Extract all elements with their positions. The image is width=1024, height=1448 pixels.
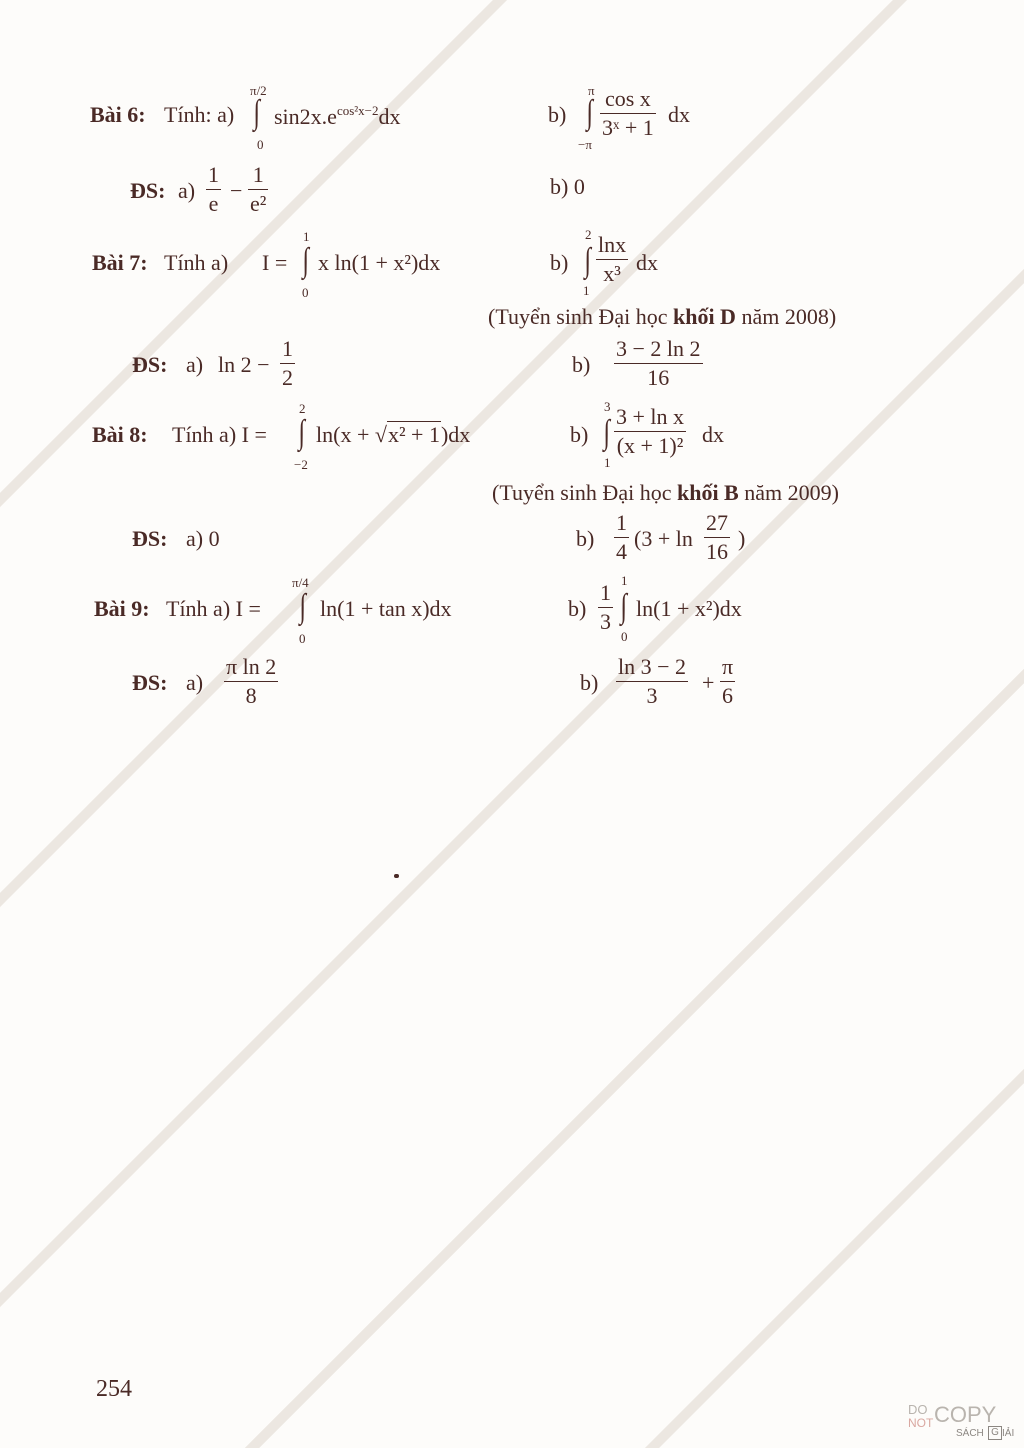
fraction: $\frac{1}{4}$ (616, 510, 627, 564)
integral-sign: ∫ (620, 588, 627, 625)
answer-label: ĐS: (132, 670, 168, 695)
integral-lower-bound: −π (578, 137, 592, 152)
page-number: 254 (96, 1376, 132, 1402)
part-a-label: a) (186, 670, 204, 695)
differential: dx (702, 422, 724, 447)
part-b-label: b) (548, 102, 567, 127)
source-note: (Tuyển sinh Đại học khối D năm 2008) (488, 304, 837, 329)
lhs: I = (262, 250, 288, 275)
fraction: $\frac{\text{3 + ln x}}{\text{(x + 1)²}}$ (616, 404, 685, 458)
close-paren: ) (738, 526, 746, 551)
exercise-6-label: Bài 6: (90, 102, 146, 127)
integral-lower-bound: 0 (257, 137, 264, 152)
part-a-label: a) (178, 178, 196, 203)
integral-sign: ∫ (299, 588, 306, 625)
fraction: $\frac{1}{\text{e²}}$ (250, 162, 267, 216)
integral-sign: ∫ (298, 414, 305, 451)
exercise-7-label: Bài 7: (92, 250, 148, 275)
integral-lower-bound: −2 (294, 457, 308, 472)
differential: dx (636, 250, 658, 275)
integrand: $\sin 2x.e^{cos^2x-2}dx$ (274, 103, 401, 129)
minus-sign: − (230, 178, 243, 203)
part-b-label: b) (550, 250, 569, 275)
integral-lower-bound: 0 (299, 631, 306, 646)
source-note: (Tuyển sinh Đại học khối B năm 2009) (492, 480, 839, 505)
fraction: $\frac{1}{3}$ (600, 580, 611, 634)
integral-upper-bound: 2 (585, 227, 592, 242)
exercise-7-instruction: Tính a) (164, 250, 229, 275)
plus-sign: + (702, 670, 715, 695)
fraction: $\frac{\text{π ln 2}}{8}$ (226, 654, 277, 708)
part-a-label: a) (186, 352, 204, 377)
logo-g: G (988, 1426, 1002, 1440)
fraction: $\frac{27}{16}$ (706, 510, 728, 564)
integral-lower-bound: 1 (604, 455, 611, 470)
answer-label: ĐS: (132, 352, 168, 377)
part-b-label: b) (580, 670, 599, 695)
answer-label: ĐS: (132, 526, 168, 551)
do-not-copy-logo (906, 1400, 1016, 1444)
integrand: ln(x + √x² + 1)dx (316, 422, 471, 447)
integral-upper-bound: π/2 (250, 83, 267, 98)
fraction: $\frac{\pi}{6}$ (722, 654, 734, 708)
integral-upper-bound: 2 (299, 401, 306, 416)
exercise-6-instruction: Tính: a) (164, 102, 235, 127)
exercise-8-instruction: Tính a) I = (172, 422, 267, 447)
integrand: ln(1 + tan x)dx (320, 596, 452, 621)
integral-upper-bound: 1 (621, 573, 628, 588)
integrand: ln(1 + x²)dx (636, 596, 742, 621)
differential: dx (668, 102, 690, 127)
integral-lower-bound: 0 (302, 285, 309, 300)
exercise-9-label: Bài 9: (94, 596, 150, 621)
logo-not: NOT (908, 1416, 934, 1430)
fraction: $\frac{\ln 3 - 2}{3}$ (618, 654, 687, 708)
integral-sign: ∫ (586, 94, 593, 131)
fraction: $\frac{1}{e}$ (208, 162, 219, 216)
integral-sign: ∫ (584, 242, 591, 279)
part-b-label: b) (572, 352, 591, 377)
integral-sign: ∫ (603, 414, 610, 451)
logo-do: DO (908, 1402, 928, 1417)
answer-label: ĐS: (130, 178, 166, 203)
integral-upper-bound: π/4 (292, 575, 309, 590)
part-b-answer: b) 0 (550, 174, 585, 199)
logo-sach: SÁCH (956, 1428, 984, 1439)
expression: (3 + ln (634, 526, 693, 551)
integral-upper-bound: π (588, 83, 595, 98)
integral-sign: ∫ (253, 94, 260, 131)
logo-giai: IẢI (1002, 1428, 1015, 1439)
part-b-label: b) (576, 526, 595, 551)
expression: ln 2 − (218, 352, 270, 377)
integral-lower-bound: 0 (621, 629, 628, 644)
exercise-8-label: Bài 8: (92, 422, 148, 447)
integral-upper-bound: 3 (604, 399, 611, 414)
stray-dot (394, 874, 399, 878)
integral-upper-bound: 1 (303, 229, 310, 244)
logo-copy: COPY (934, 1402, 997, 1427)
part-b-label: b) (568, 596, 587, 621)
part-b-label: b) (570, 422, 589, 447)
integrand: x ln(1 + x²)dx (318, 250, 441, 275)
fraction: $\frac{\text{cos x}}{\text{3ˣ + 1}}$ (602, 86, 654, 140)
fraction: $\frac{3 - 2 \ln 2}{16}$ (616, 336, 701, 390)
part-a-answer: a) 0 (186, 526, 220, 551)
integral-sign: ∫ (302, 242, 309, 279)
fraction: $\frac{1}{2}$ (282, 336, 293, 390)
fraction: $\frac{\ln x}{\text{x³}}$ (598, 232, 627, 286)
exercise-9-instruction: Tính a) I = (166, 596, 261, 621)
integral-lower-bound: 1 (583, 283, 590, 298)
